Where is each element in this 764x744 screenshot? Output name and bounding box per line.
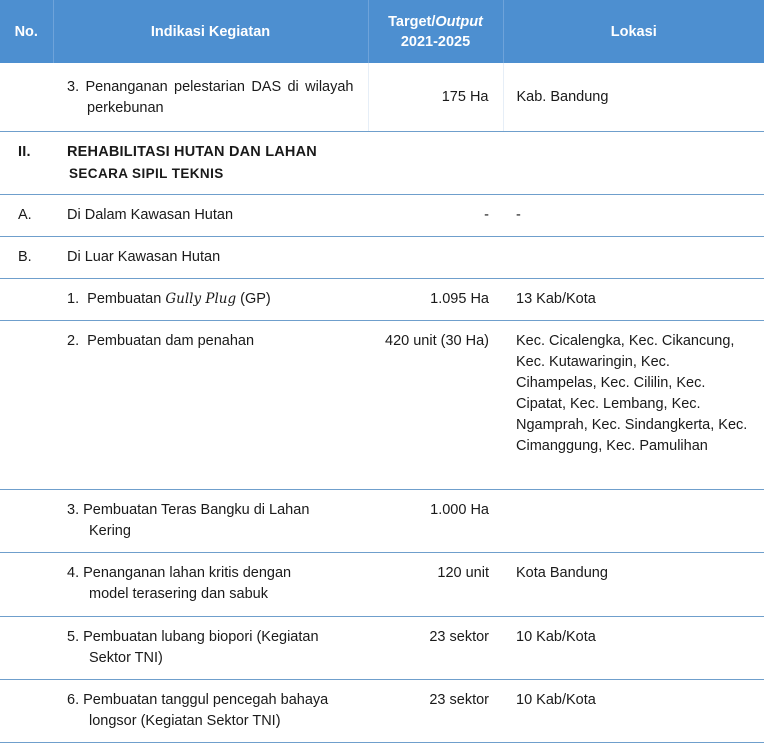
row-target: 175 Ha xyxy=(368,63,503,131)
row-location: 10 Kab/Kota xyxy=(503,616,764,679)
header-activity: Indikasi Kegiatan xyxy=(53,0,368,63)
row-target: 23 sektor xyxy=(368,679,503,742)
row-activity xyxy=(53,63,368,131)
row-no xyxy=(0,489,53,552)
table-row xyxy=(0,278,764,320)
row-location xyxy=(503,236,764,278)
row-activity-suffix: (GP) xyxy=(236,290,271,307)
row-target: 420 unit (30 Ha) xyxy=(368,320,503,489)
row-target: 1.000 Ha xyxy=(368,489,503,552)
row-location: Kec. Cicalengka, Kec. Cikancung, Kec. Kutawaringin, Kec. Cihampelas, Kec. Cililin, Kec. Cipatat, Kec. Lembang, Kec. Ngamprah, Kec. Sindangkerta, Kec. Cimanggung, Kec. Pamulihan xyxy=(503,320,764,489)
row-activity-prefix: 1. Pembuatan xyxy=(67,290,166,307)
row-target xyxy=(368,236,503,278)
row-no xyxy=(0,320,53,489)
row-no xyxy=(0,552,53,616)
row-activity-text: 4. Penanganan lahan kritis dengan model terasering dan sabuk xyxy=(67,564,292,602)
table-row xyxy=(0,236,764,278)
row-activity: Di Dalam Kawasan Hutan xyxy=(53,194,368,236)
row-no xyxy=(0,63,53,131)
row-location: 10 Kab/Kota xyxy=(503,679,764,742)
row-activity: Di Luar Kawasan Hutan xyxy=(53,236,368,278)
row-no: A. xyxy=(0,194,53,236)
row-location: Kab. Bandung xyxy=(503,63,764,131)
row-activity xyxy=(53,679,368,742)
row-activity: 2. Pembuatan dam penahan xyxy=(53,320,368,489)
row-target: - xyxy=(368,194,503,236)
row-activity-text: 6. Pembuatan tanggul pencegah bahaya longsor (Kegiatan Sektor TNI) xyxy=(67,691,329,729)
header-row xyxy=(0,0,764,63)
table-row xyxy=(0,131,764,194)
table-row xyxy=(0,320,764,489)
row-location: Kota Bandung xyxy=(503,552,764,616)
row-location: 13 Kab/Kota xyxy=(503,278,764,320)
table-row xyxy=(0,616,764,679)
row-activity xyxy=(53,278,368,320)
row-target: 1.095 Ha xyxy=(368,278,503,320)
row-activity-italic: Gully Plug xyxy=(165,290,237,307)
row-target: 23 sektor xyxy=(368,616,503,679)
header-target-prefix: Target/ xyxy=(388,13,436,30)
row-location xyxy=(503,489,764,552)
header-target-italic: Output xyxy=(435,13,483,30)
row-activity xyxy=(53,552,368,616)
table-row xyxy=(0,679,764,742)
table-header xyxy=(0,0,764,63)
row-no xyxy=(0,679,53,742)
header-target-years: 2021-2025 xyxy=(400,33,471,50)
row-no xyxy=(0,278,53,320)
row-activity-text: 5. Pembuatan lubang biopori (Kegiatan Sektor TNI) xyxy=(67,628,319,666)
row-activity-text: 3. Pembuatan Teras Bangku di Lahan Kering xyxy=(67,501,310,539)
table-row xyxy=(0,63,764,131)
row-activity xyxy=(53,131,368,194)
row-location xyxy=(503,131,764,194)
row-target: 120 unit xyxy=(368,552,503,616)
header-no: No. xyxy=(0,0,53,63)
row-no xyxy=(0,616,53,679)
row-no: II. xyxy=(0,131,53,194)
header-target xyxy=(368,0,503,63)
row-no: B. xyxy=(0,236,53,278)
row-activity-text: 3. Penanganan pelestarian DAS di wilayah perkebunan xyxy=(67,79,354,116)
row-activity xyxy=(53,616,368,679)
table-row xyxy=(0,194,764,236)
table-row xyxy=(0,552,764,616)
row-location: - xyxy=(503,194,764,236)
row-activity xyxy=(53,489,368,552)
section-title-line1: REHABILITASI HUTAN DAN LAHAN xyxy=(67,143,317,160)
header-location: Lokasi xyxy=(610,23,657,40)
section-title-line2: SECARA SIPIL TEKNIS xyxy=(69,165,224,181)
table-row xyxy=(0,489,764,552)
row-target xyxy=(368,131,503,194)
